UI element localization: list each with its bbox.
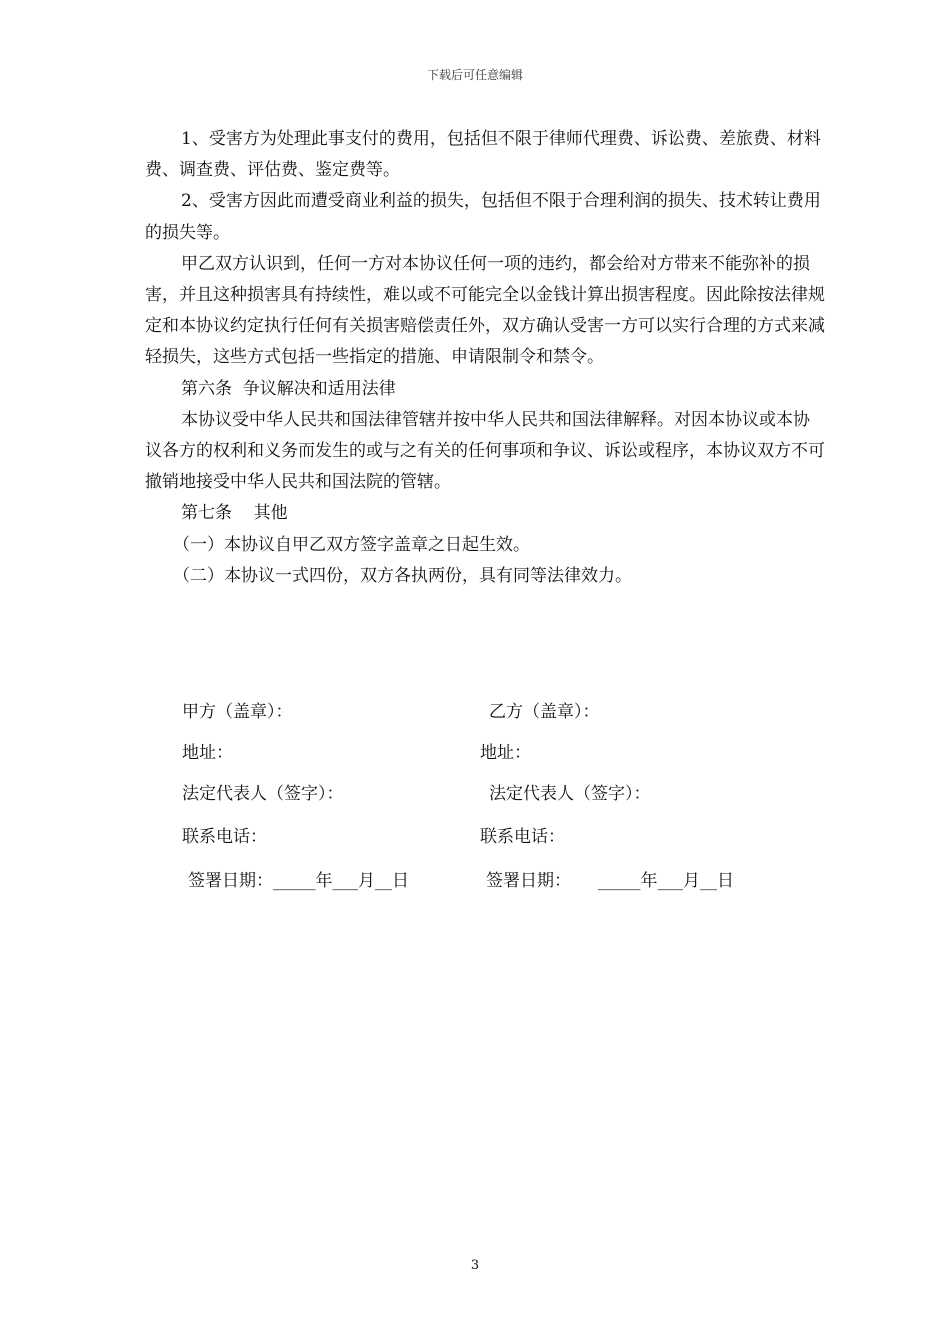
party-b-address-label: 地址： (480, 743, 531, 763)
party-a-address-label: 地址： (182, 743, 233, 763)
page-header-note: 下载后可任意编辑 (426, 68, 523, 82)
party-a-date-label: 签署日期：_____年___月__日 (188, 871, 409, 891)
party-a-seal-label: 甲方（盖章）： (182, 702, 293, 722)
paragraph-effective-clause: （一）本协议自甲乙双方签字盖章之日起生效。 (173, 534, 530, 555)
paragraph-governing-law: 本协议受中华人民共和国法律管辖并按中华人民共和国法律解释。对因本协议或本协议各方的权利和义务而发生的或与之有关的任何事项和争议、诉讼或程序，本协议双方不可撤销地接受中华人民共和国法院的管辖。 (145, 409, 825, 493)
paragraph-expense-clause: 1、受害方为处理此事支付的费用，包括但不限于律师代理费、诉讼费、差旅费、材料费、调查费、评估费、鉴定费等。 (145, 129, 821, 181)
party-b-rep-label: 法定代表人（签字）： (489, 784, 651, 804)
party-a-rep-label: 法定代表人（签字）： (182, 784, 344, 804)
party-b-seal-label: 乙方（盖章）： (489, 702, 600, 722)
article-seven-heading: 第七条 其他 (181, 503, 288, 524)
party-b-phone-label: 联系电话： (480, 827, 565, 847)
paragraph-copies-clause: （二）本协议一式四份，双方各执两份，具有同等法律效力。 (173, 565, 632, 586)
article-six-heading: 第六条 争议解决和适用法律 (181, 378, 396, 399)
party-b-date-label: 签署日期： _____年___月__日 (486, 871, 735, 891)
page-number: 3 (470, 1258, 480, 1273)
document-body (145, 124, 825, 592)
paragraph-loss-clause: 2、受害方因此而遭受商业利益的损失，包括但不限于合理利润的损失、技术转让费用的损失等。 (145, 191, 821, 243)
paragraph-remedy-clause: 甲乙双方认识到，任何一方对本协议任何一项的违约，都会给对方带来不能弥补的损害，并且这种损害具有持续性，难以或不可能完全以金钱计算出损害程度。因此除按法律规定和本协议约定执行任何有关损害赔偿责任外，双方确认受害一方可以实行合理的方式来减轻损失，这些方式包括一些指定的措施、申请限制令和禁令。 (145, 253, 825, 368)
party-a-phone-label: 联系电话： (182, 827, 267, 847)
